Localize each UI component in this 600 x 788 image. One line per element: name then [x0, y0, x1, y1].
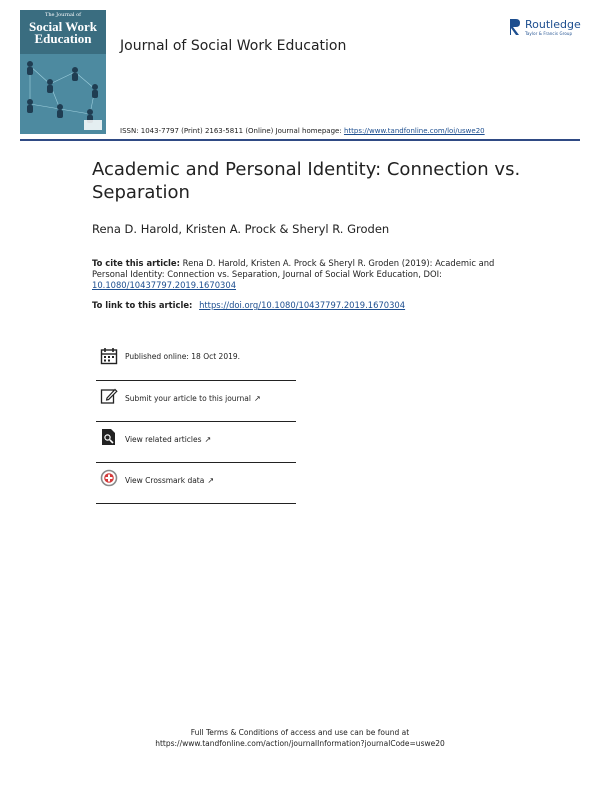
- external-link-icon: ↗: [253, 394, 261, 403]
- calendar-icon: [100, 347, 118, 365]
- published-online-item: [96, 340, 296, 380]
- header-divider: [20, 139, 580, 141]
- publisher-name: Routledge: [525, 18, 581, 31]
- published-online-label: Published online: 18 Oct 2019.: [125, 352, 241, 361]
- issn-line: [120, 127, 485, 135]
- article-authors: Rena D. Harold, Kristen A. Prock & Sheryl R. Groden: [92, 222, 390, 236]
- crossmark-label: View Crossmark data: [125, 476, 205, 485]
- external-link-icon: ↗: [207, 476, 215, 485]
- cover-small-text: The Journal of: [45, 12, 81, 18]
- edit-icon: [100, 387, 118, 405]
- citation-block: [92, 258, 502, 291]
- external-link-icon: ↗: [204, 435, 212, 444]
- journal-homepage-link[interactable]: https://www.tandfonline.com/loi/uswe20: [343, 127, 485, 135]
- related-articles-link[interactable]: [96, 422, 296, 462]
- article-doi-link[interactable]: https://doi.org/10.1080/10437797.2019.1670304: [199, 300, 406, 310]
- submit-article-link[interactable]: [96, 381, 296, 421]
- submit-article-label: Submit your article to this journal: [125, 394, 251, 403]
- cite-label: To cite this article:: [92, 258, 180, 268]
- issn-text: ISSN: 1043-7797 (Print) 2163-5811 (Online) Journal homepage:: [120, 127, 342, 135]
- cite-doi-link[interactable]: 10.1080/10437797.2019.1670304: [92, 280, 237, 290]
- article-title: Academic and Personal Identity: Connection vs. Separation: [92, 159, 521, 203]
- terms-line: Full Terms & Conditions of access and use can be found at: [190, 728, 410, 737]
- crossmark-link[interactable]: [96, 463, 296, 503]
- terms-footer: [0, 727, 600, 749]
- article-link-line: [92, 300, 405, 310]
- routledge-logo[interactable]: [508, 17, 588, 39]
- link-label: To link to this article:: [92, 300, 193, 310]
- routledge-r-icon: [508, 17, 522, 37]
- journal-title: Journal of Social Work Education: [120, 38, 347, 54]
- cover-title: Social Work Education: [28, 19, 98, 46]
- crossmark-icon: [100, 469, 118, 487]
- publisher-tagline: Taylor & Francis Group: [525, 31, 573, 36]
- cite-text: Rena D. Harold, Kristen A. Prock & Sheryl R. Groden (2019): Academic and Personal Identity: Connection vs. Separation, Journal of Social Work Education, DOI:: [92, 258, 495, 279]
- cover-network-illustration: [20, 54, 106, 134]
- action-divider: [96, 503, 296, 504]
- related-articles-label: View related articles: [125, 435, 202, 444]
- search-document-icon: [100, 428, 118, 446]
- journal-cover-image: [20, 10, 106, 134]
- terms-url-link[interactable]: https://www.tandfonline.com/action/journalInformation?journalCode=uswe20: [155, 739, 445, 748]
